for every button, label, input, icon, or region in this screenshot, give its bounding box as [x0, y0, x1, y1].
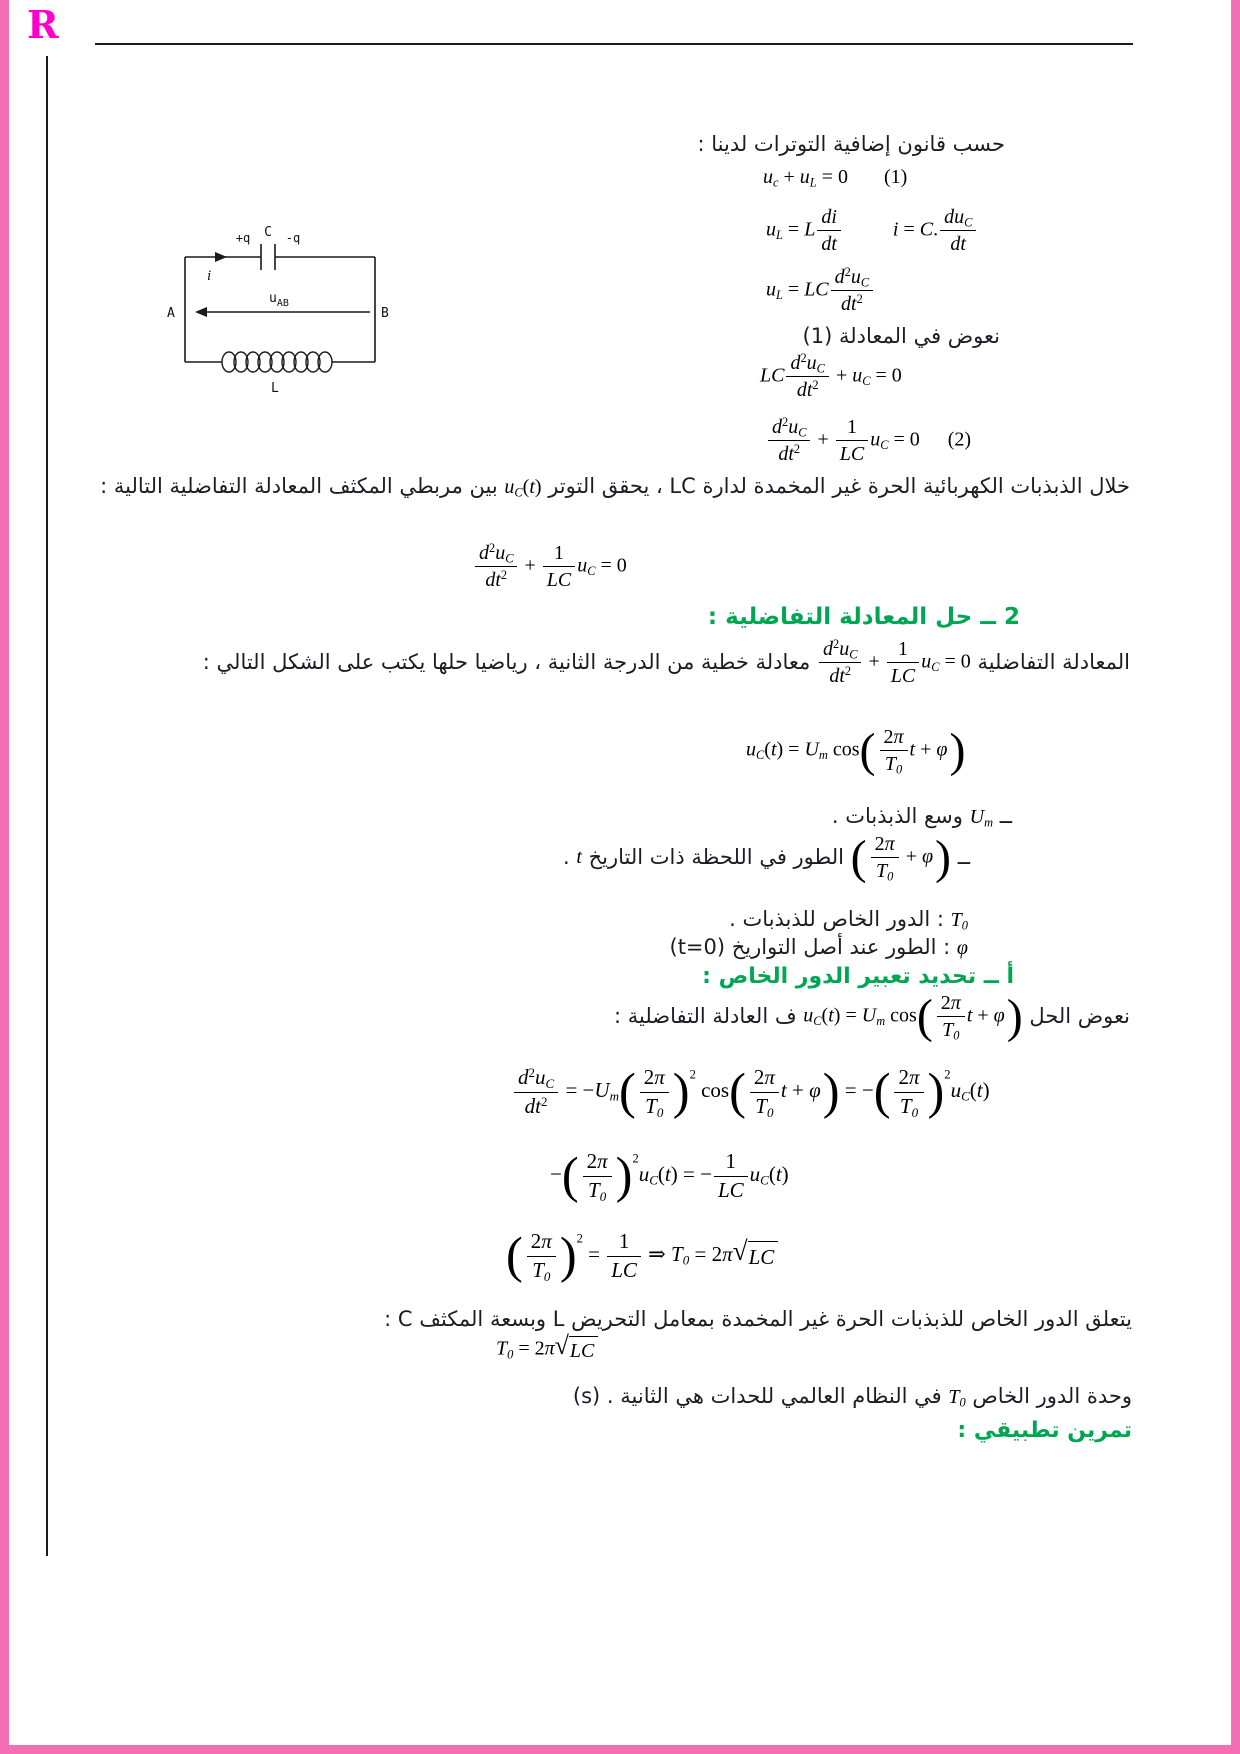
- unit-second-symbol: (s): [572, 1384, 601, 1408]
- uab-base: u: [269, 291, 277, 306]
- amplitude-note-text: وسع الذبذبات .: [831, 804, 970, 828]
- site-logo: R: [27, 2, 59, 47]
- paragraph-during-text-b: بين مربطي المكثف المعادلة التفاضلية التالية :: [100, 474, 505, 498]
- phase-expression: ( $\frac{2\pi}{T_0}$ + φ ): [850, 831, 952, 885]
- paragraph-solution-text-a: المعادلة التفاضلية: [970, 649, 1130, 674]
- capacitor-plates: [261, 244, 275, 270]
- equation-period-final: $T_0 = 2\pi$ √ LC: [496, 1336, 598, 1364]
- paragraph-unit-text-b: في النظام العالمي للحدات هي الثانية .: [600, 1384, 949, 1408]
- um-symbol: $U_m$: [969, 805, 994, 830]
- paragraph-during-text-a: خلال الذبذبات الكهربائية الحرة غير المخمدة لدارة LC ، يحقق التوتر: [541, 474, 1130, 498]
- pink-border-bottom: [0, 1745, 1240, 1754]
- current-label: i: [207, 268, 212, 284]
- amplitude-note-line: [832, 800, 1012, 833]
- circuit-svg: [165, 222, 395, 397]
- equation-cosine-solution: $u_C(t) = U_m$ cos ( $\frac{2\pi}{T_0}$ t + φ ): [746, 724, 966, 778]
- t0-symbol: $T_0$: [950, 908, 968, 933]
- phi-definition-line: [670, 931, 969, 964]
- equation-equating-terms: − ( $\frac{2\pi}{T_0}$ ) $^2u_C(t)$ = − $\frac{1}{LC}$ $u_C(t)$: [550, 1147, 789, 1204]
- substitute-solution-text-a: نعوض الحل: [1022, 1003, 1130, 1028]
- current-arrowhead: [215, 252, 227, 262]
- uct-inline: $u_C(t)$: [504, 475, 542, 500]
- heading-applied-exercise: تمرين تطبيقي :: [957, 1418, 1132, 1443]
- phase-note-text: الطور في اللحظة ذات التاريخ: [581, 844, 851, 869]
- substitute-solution-text-b: ف العادلة التفاضلية :: [613, 1003, 804, 1028]
- equation-differential-inline: $\frac{d^2u_C}{dt^2}$ + $\frac{1}{LC}$ $u_C = 0$: [817, 638, 971, 688]
- top-rule: [95, 43, 1133, 45]
- equation-ul-second-derivative: $u_L$ = LC $\frac{d^2u_C}{dt^2}$: [766, 266, 875, 316]
- circuit-diagram: [165, 222, 395, 401]
- heading-solve-differential: 2 ــ حل المعادلة التفاضلية :: [707, 604, 1020, 630]
- heading-determine-period: أ ــ تحديد تعبير الدور الخاص :: [702, 964, 1014, 989]
- phase-note-line: [563, 833, 970, 883]
- left-margin-rule: [46, 56, 48, 1556]
- substitute-in-eq1-line: نعوض في المعادلة (1): [802, 324, 1000, 348]
- capacitor-label: C: [264, 225, 272, 240]
- substitute-solution-line: [614, 992, 1130, 1042]
- t-symbol: t: [576, 846, 582, 869]
- paragraph-solution-form: [95, 638, 1130, 688]
- dash: ــ: [993, 804, 1012, 828]
- inductor-coil: [222, 352, 332, 372]
- phi-symbol: φ: [956, 936, 968, 959]
- minus-charge-label: -q: [285, 231, 301, 245]
- pink-border-right: [1231, 0, 1240, 1754]
- node-a-label: A: [167, 306, 175, 321]
- t0-definition-text: : الدور الخاص للذبذبات .: [729, 907, 951, 931]
- equation-differential-2: $\frac{d^2u_C}{dt^2}$ + $\frac{1}{LC}$ $u_C = 0$ (2): [766, 416, 971, 466]
- equation-ul-definition: $u_L = L$ $\frac{di}{dt}$: [766, 206, 843, 256]
- paragraph-during-oscillations: [95, 470, 1130, 503]
- pink-border-left: [0, 0, 9, 1754]
- paragraph-period-unit: [573, 1380, 1132, 1413]
- paragraph-unit-text-a: وحدة الدور الخاص: [965, 1384, 1132, 1408]
- equation-cosine-inline: $u_C(t) = U_m$ cos ( $\frac{2\pi}{T_0}$ t + φ ): [803, 990, 1023, 1044]
- node-b-label: B: [381, 306, 389, 321]
- inductor-label: L: [271, 381, 279, 396]
- equation-second-derivative-expanded: $\frac{d^2u_C}{dt^2}$ = $-U_m$ ( $\frac{2\pi}{T_0}$ ) $^2$ cos ( $\frac{2\pi}{T_0}$ t + φ ) = − ( $\frac{2\pi}{T_0}$ ) $^2u_C(t)$: [512, 1066, 990, 1118]
- dash: ــ: [951, 844, 970, 869]
- phi-definition-text: : الطور عند أصل التواريخ: [725, 935, 957, 959]
- equation-current-definition: i = C. $\frac{du_C}{dt}$: [893, 206, 978, 256]
- plus-charge-label: +q: [235, 231, 251, 245]
- uab-subscript: AB: [276, 298, 289, 309]
- voltage-arrowhead: [195, 307, 207, 317]
- equation-voltage-sum: $u_c + u_L = 0$ (1): [763, 166, 908, 190]
- intro-law-line: حسب قانون إضافية التوترات لدينا :: [697, 132, 1005, 156]
- uab-label: [269, 291, 289, 309]
- equation-period-result: ( $\frac{2\pi}{T_0}$ ) $^2$ = $\frac{1}{LC}$ ⇒ $T_0 = 2\pi$ √ LC: [506, 1230, 778, 1282]
- t0-inline: $T_0$: [948, 1385, 966, 1410]
- equation-lc-diff: LC $\frac{d^2u_C}{dt^2}$ + $u_C = 0$: [760, 351, 902, 402]
- paragraph-period-depends: يتعلق الدور الخاص للذبذبات الحرة غير المخمدة بمعامل التحريض L وبسعة المكثف C :: [384, 1307, 1132, 1331]
- equation-differential-standalone: $\frac{d^2u_C}{dt^2}$ + $\frac{1}{LC}$ $u_C = 0$: [473, 542, 627, 592]
- phase-note-period: .: [563, 844, 577, 869]
- phi-t0-note: (t=0): [669, 935, 726, 959]
- paragraph-solution-text-b: معادلة خطية من الدرجة الثانية ، رياضيا حلها يكتب على الشكل التالي :: [202, 649, 817, 674]
- equation-definitions-row: [766, 206, 978, 256]
